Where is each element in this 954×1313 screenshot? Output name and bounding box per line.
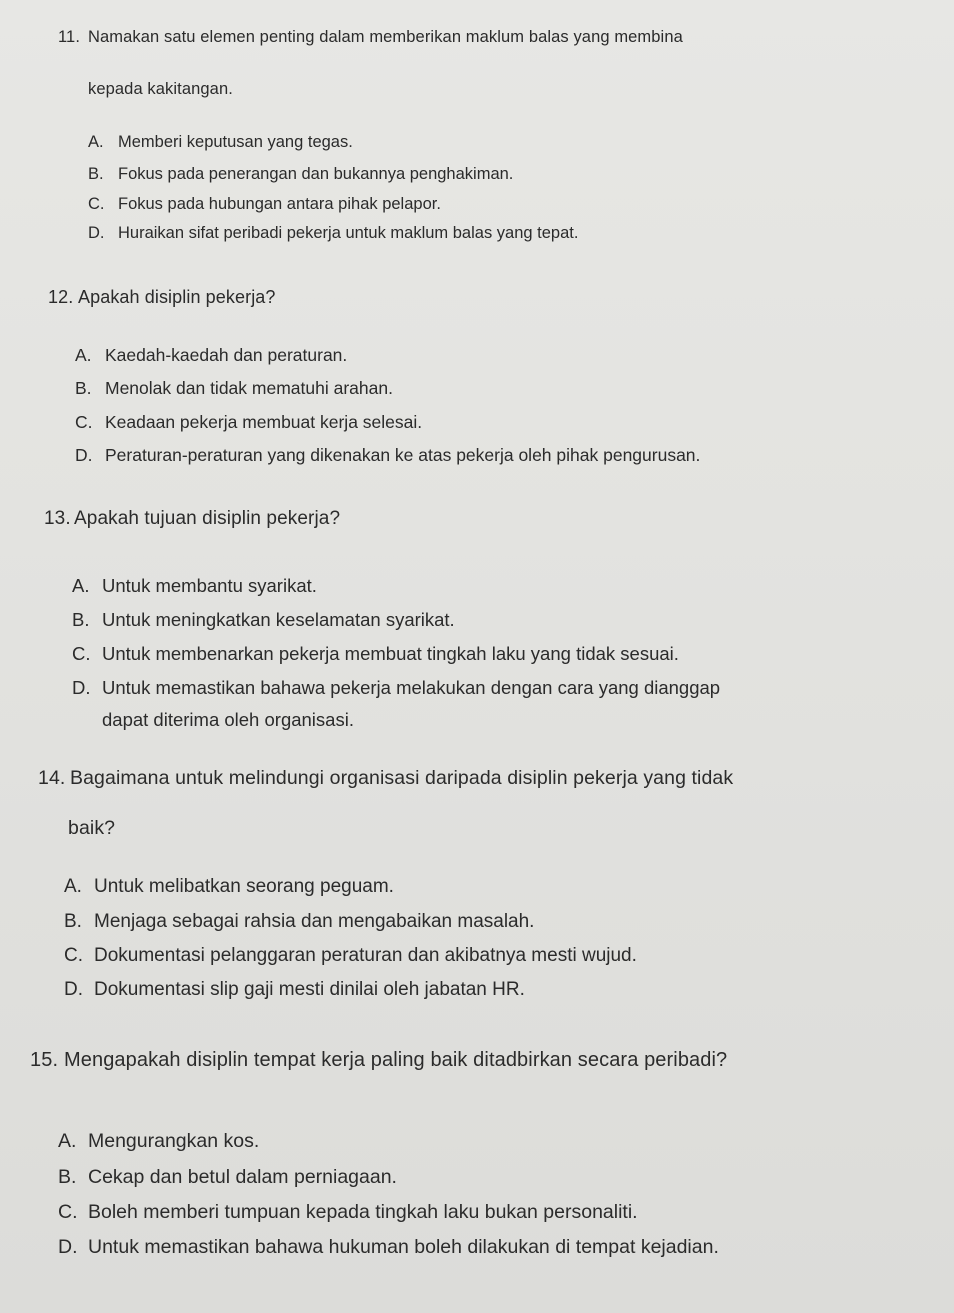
option-letter: C.	[75, 412, 93, 432]
option-a	[72, 575, 317, 597]
option-letter: B.	[58, 1166, 77, 1188]
option-letter: D.	[75, 445, 93, 465]
option-c	[88, 195, 441, 214]
option-text: Huraikan sifat peribadi pekerja untuk maklum balas yang tepat.	[118, 224, 579, 242]
option-b	[75, 378, 393, 399]
option-c	[64, 945, 637, 967]
option-letter: A.	[64, 876, 82, 897]
option-a	[88, 133, 353, 152]
option-letter: D.	[58, 1236, 78, 1258]
option-text: Mengurangkan kos.	[88, 1130, 260, 1152]
option-c	[58, 1201, 638, 1224]
option-a	[64, 876, 394, 898]
option-text: Untuk membantu syarikat.	[102, 575, 317, 596]
option-b	[72, 609, 455, 631]
option-letter: D.	[64, 979, 83, 1000]
option-letter: C.	[64, 945, 83, 966]
option-d	[72, 677, 720, 699]
question-text: Namakan satu elemen penting dalam memberikan maklum balas yang membina	[88, 28, 683, 46]
option-a	[75, 345, 347, 366]
option-text: Peraturan-peraturan yang dikenakan ke atas pekerja oleh pihak pengurusan.	[105, 445, 701, 465]
question-number: 12.	[48, 287, 74, 307]
option-text: Untuk meningkatkan keselamatan syarikat.	[102, 609, 455, 630]
option-a	[58, 1130, 259, 1153]
option-c	[72, 643, 679, 665]
option-letter: D.	[72, 677, 91, 698]
option-letter: C.	[72, 643, 91, 664]
option-text: Menolak dan tidak mematuhi arahan.	[105, 378, 393, 398]
option-d-continuation: dapat diterima oleh organisasi.	[102, 709, 354, 730]
option-text: Memberi keputusan yang tegas.	[118, 133, 353, 151]
option-b	[64, 911, 534, 933]
option-d	[75, 445, 700, 466]
option-text: Keadaan pekerja membuat kerja selesai.	[105, 412, 423, 432]
option-text: Untuk memastikan bahawa pekerja melakukan dengan cara yang dianggap	[102, 677, 721, 698]
option-letter: A.	[75, 345, 92, 365]
question-number: 15.	[30, 1049, 59, 1071]
option-text: Boleh memberi tumpuan kepada tingkah laku bukan personaliti.	[88, 1201, 638, 1223]
option-letter: A.	[72, 575, 90, 596]
option-text: Untuk memastikan bahawa hukuman boleh dilakukan di tempat kejadian.	[88, 1236, 719, 1258]
option-letter: D.	[88, 224, 105, 242]
option-d	[64, 979, 525, 1001]
option-letter: B.	[64, 911, 82, 932]
option-b	[88, 165, 513, 184]
question-text: Apakah disiplin pekerja?	[78, 287, 276, 307]
option-d	[88, 224, 578, 243]
option-d	[58, 1236, 719, 1259]
question-text: Bagaimana untuk melindungi organisasi daripada disiplin pekerja yang tidak	[70, 767, 734, 789]
option-letter: A.	[88, 133, 104, 151]
option-text: Cekap dan betul dalam perniagaan.	[88, 1166, 397, 1188]
option-letter: A.	[58, 1130, 77, 1152]
option-text: Dokumentasi pelanggaran peraturan dan akibatnya mesti wujud.	[94, 945, 637, 966]
option-b	[58, 1166, 397, 1189]
option-text: Menjaga sebagai rahsia dan mengabaikan masalah.	[94, 911, 535, 932]
option-letter: B.	[88, 165, 104, 183]
option-text: Dokumentasi slip gaji mesti dinilai oleh jabatan HR.	[94, 979, 525, 1000]
option-text: Kaedah-kaedah dan peraturan.	[105, 345, 348, 365]
option-text: Untuk melibatkan seorang peguam.	[94, 876, 394, 897]
question-number: 14.	[38, 767, 66, 789]
option-c	[75, 412, 422, 433]
option-letter: B.	[72, 609, 90, 630]
question-text: baik?	[68, 817, 116, 839]
option-text: Fokus pada penerangan dan bukannya penghakiman.	[118, 165, 514, 183]
question-text: Apakah tujuan disiplin pekerja?	[74, 508, 341, 529]
option-text: Fokus pada hubungan antara pihak pelapor.	[118, 195, 441, 213]
option-letter: B.	[75, 378, 92, 398]
question-text: kepada kakitangan.	[88, 80, 233, 98]
question-number: 13.	[44, 508, 71, 529]
question-text: Mengapakah disiplin tempat kerja paling baik ditadbirkan secara peribadi?	[64, 1049, 728, 1071]
question-number: 11.	[58, 28, 81, 46]
option-letter: C.	[58, 1201, 78, 1223]
option-letter: C.	[88, 195, 105, 213]
option-text: Untuk membenarkan pekerja membuat tingkah laku yang tidak sesuai.	[102, 643, 679, 664]
